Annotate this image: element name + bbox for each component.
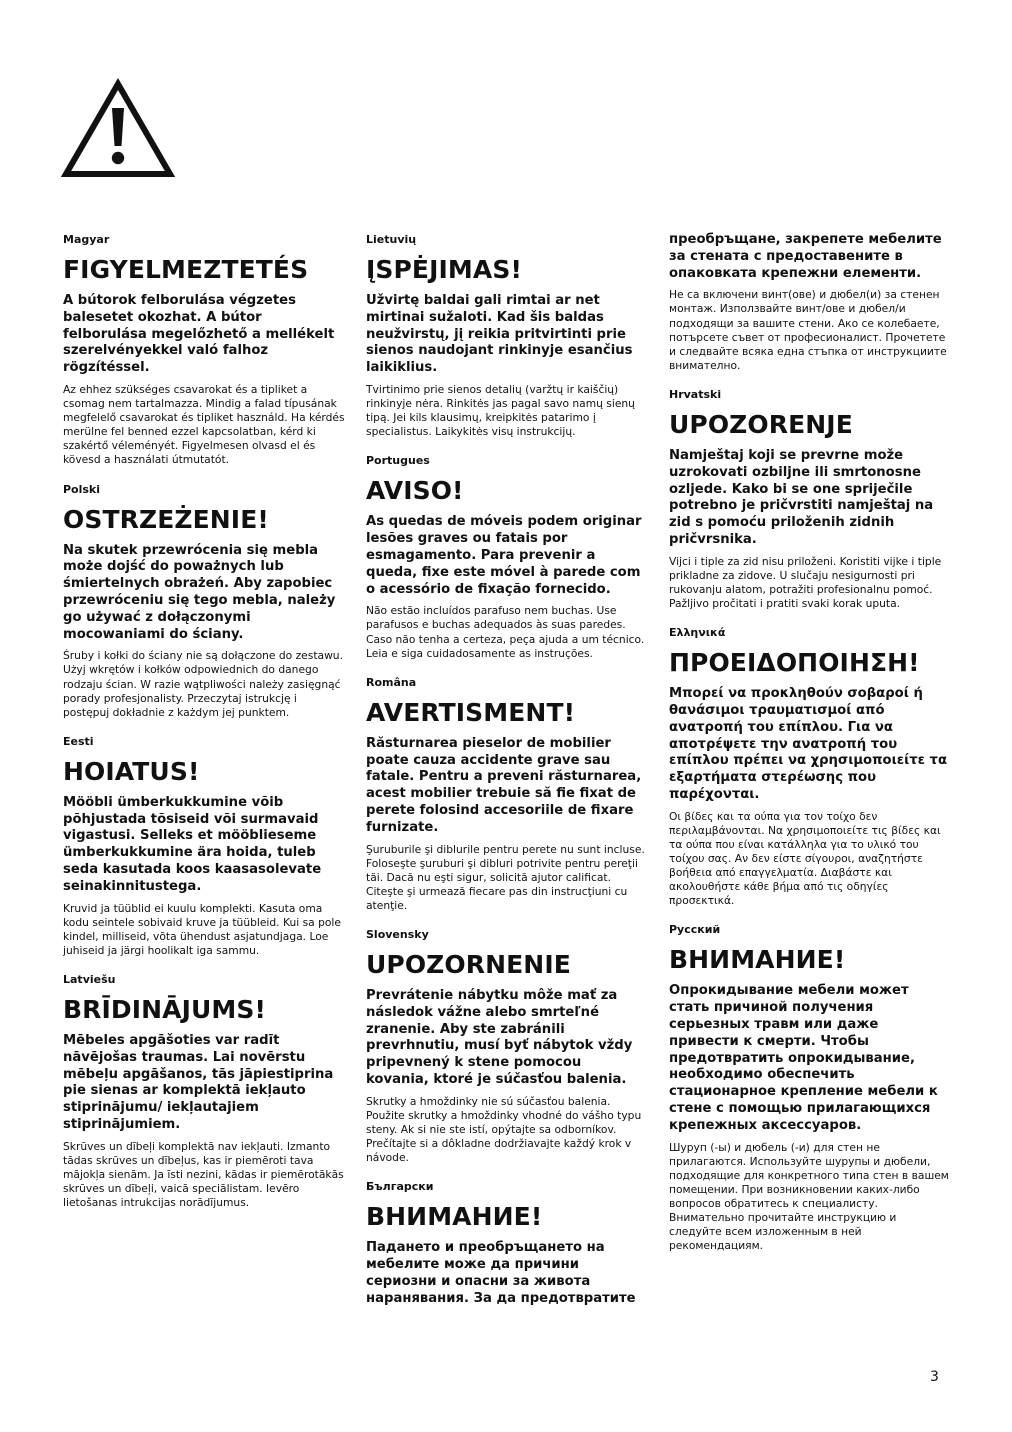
warning-section [669,922,951,1253]
warning-section [63,972,345,1210]
instruction-text: Skrutky a hmoždinky nie sú súčasťou balenia. Použite skrutky a hmoždinky vhodné do vášho typu steny. Ak si nie ste istí, opýtajte sa odborníkov. Prečítajte si a dôkladne dodržiavajte každý krok v návode. [366,1094,642,1165]
language-label: Български [366,1180,434,1194]
warning-statement: Prevrátenie nábytku môže mať za následok vážne alebo smrteľné zranenie. Aby ste zabránili prevrhnutiu, musí byť nábytok vždy pripevnený k stene pomocou kovania, ktoré je súčasťou balenia. [366,987,633,1087]
instruction-text: Şuruburile şi diblurile pentru perete nu sunt incluse. Foloseşte şuruburi şi dibluri potrivite pentru pereţii tăi. Dacă nu eşti sigur, solicită ajutor calificat. Citeşte şi urmează fiecare pas din instrucţiuni cu atenţie. [366,842,645,912]
language-label: Slovensky [366,927,429,941]
warning-statement: Răsturnarea pieselor de mobilier poate cauza accidente grave sau fatale. Pentru a preveni răsturnarea, acest mobilier trebuie să fie fixat de perete folosind accesoriile de fixare furnizate. [366,735,642,835]
warning-section [366,453,648,660]
warning-section [669,232,951,373]
instruction-text: Не са включени винт(ове) и дюбел(и) за стенен монтаж. Използвайте винт/ове и дюбел/и подходящи за вашите стени. Ако се колебаете, потърсете съвет от професионалист. Прочетете и следвайте всяка една стъпка от инструкциите внимателно. [669,288,947,372]
warning-section [366,1179,648,1307]
warning-heading: UPOZORENJE [669,409,853,439]
column-1 [63,232,345,1224]
warning-section [669,625,951,908]
warning-statement: преобръщане, закрепете мебелите за стената с предоставените в опаковката крепежни елементи. [669,232,942,281]
warning-statement: Užvirtę baldai gali rimtai ar net mirtinai sužaloti. Kad šis baldas neužvirstų, jį reikia pritvirtinti prie sienos naudojant rinkinyje esančius laikiklius. [366,293,633,376]
warning-heading: ΠΡΟΕΙΔΟΠΟΙΗΣΗ! [669,648,920,678]
warning-section [63,232,345,468]
warning-section [366,675,648,913]
warning-triangle-icon [60,78,176,180]
warning-statement: A bútorok felborulása végzetes balesetet okozhat. A bútor felborulása megelőzhető a mellékelt szerelvényekkel való falhoz rögzítéssel. [63,293,335,376]
column-2 [366,232,648,1313]
language-label: Magyar [63,233,110,246]
warning-heading: ВНИМАНИЕ! [366,1202,543,1232]
warning-statement: As quedas de móveis podem originar lesões graves ou fatais por esmagamento. Para prevenir a queda, fixe este móvel à parede com o acessório de fixação fornecido. [366,514,642,597]
instruction-text: Шуруп (-ы) и дюбель (-и) для стен не прилагаются. Используйте шурупы и дюбели, подходящие для конкретного типа стен в вашем помещении. При возникновении каких-либо вопросов обратитесь к специалисту. Внимательно прочитайте инструкцию и следуйте всем изложенным в ней рекомендациям. [669,1140,949,1253]
language-label: Eesti [63,734,94,748]
warning-heading: AVERTISMENT! [366,697,576,727]
warning-statement: Mööbli ümberkukkumine võib põhjustada tõsiseid või surmavaid vigastusi. Selleks et mööblieseme ümberkukkumine ära hoida, tuleb seda kasutada koos kaasasolevate seinakinnitustega. [63,794,322,894]
page-number: 3 [930,1369,939,1385]
warning-heading: OSTRZEŻENIE! [63,504,269,534]
warning-heading: ĮSPĖJIMAS! [366,255,522,284]
instruction-text: Tvirtinimo prie sienos detalių (varžtų ir kaiščių) rinkinyje nėra. Rinkitės jas pagal savo namų sienų tipą. Jei kils klausimų, kreipkitės patarimo į specialistus. Laikykitės visų instrukcijų. [366,382,635,439]
language-label: Latviešu [63,972,116,986]
warning-statement: Μπορεί να προκληθούν σοβαροί ή θανάσιμοι τραυματισμοί από ανατροπή του επίπλου. Για να αποτρέψετε την ανατροπή του επίπλου πρέπει να χρησιμοποιείτε τα εξαρτήματα στερέωσης που παρέχονται. [669,686,948,802]
warning-heading: UPOZORNENIE [366,949,571,979]
instruction-text: Śruby i kołki do ściany nie są dołączone do zestawu. Użyj wkrętów i kołków odpowiednich do danego rodzaju ścian. W razie wątpliwości należy zasięgnąć porady profesjonalisty. Przeczytaj istrukcję i postępuj dokładnie z każdym jej punktem. [63,649,343,719]
warning-section [366,927,648,1165]
column-3 [669,232,951,1267]
warning-heading: BRĪDINĀJUMS! [63,994,267,1024]
instruction-text: Οι βίδες και τα ούπα για τον τοίχο δεν περιλαμβάνονται. Να χρησιμοποιείτε τις βίδες και τα ούπα που είναι κατάλληλα για το υλικό του τοίχου σας. Αν δεν είστε σίγουροι, αναζητήστε βοήθεια από επαγγελματία. Διαβάστε και ακολουθήστε κάθε βήμα από τις οδηγίες προσεκτικά. [669,809,941,908]
warning-section [63,482,345,720]
warning-section [366,232,648,439]
warning-statement: Namještaj koji se prevrne može uzrokovati ozbiljne ili smrtonosne ozljede. Kako bi se one spriječile potrebno je pričvrstiti namještaj na zid s pomoću priloženih zidnih pričvrsnika. [669,447,934,547]
language-label: Русский [669,923,721,937]
instruction-text: Kruvid ja tüüblid ei kuulu komplekti. Kasuta oma kodu seintele sobivaid kruve ja tüübleid. Kui sa pole kindel, milliseid, võta ühendust asjatundjaga. Loe juhiseid ja järgi hoolikalt iga sammu. [63,901,341,957]
instruction-text: Skrūves un dībeļi komplektā nav iekļauti. Izmanto tādas skrūves un dībeļus, kas ir piemēroti tava mājokļa sienām. Ja īsti nezini, kādas ir piemērotākās skrūves un dībeļi, vaicā speciālistam. Ievēro lietošanas intrukcijas norādījumus. [63,1139,344,1210]
warning-heading: FIGYELMEZTETÉS [63,255,309,284]
warning-section [669,387,951,611]
warning-heading: HOIATUS! [63,756,200,786]
instruction-text: Não estão incluídos parafuso nem buchas. Use parafusos e buchas adequados às suas paredes. Caso não tenha a certeza, peça ajuda a um técnico. Leia e siga cuidadosamente as instruções. [366,604,645,660]
warning-section [63,734,345,958]
instruction-text: Az ehhez szükséges csavarokat és a tipliket a csomag nem tartalmazza. Mindig a falad típusának megfelelő csavarokat és tipliket használd. Ha kérdés merülne fel benned ezzel kapcsolatban, kérd ki szakértő véleményét. Figyelmesen olvasd el és kövesd a használati útmutatót. [63,382,345,467]
warning-heading: AVISO! [366,476,464,506]
language-label: Polski [63,482,101,496]
warning-statement: Опрокидывание мебели может стать причиной получения серьезных травм или даже привести к смерти. Чтобы предотвратить опрокидывание, необходимо обеспечить стационарное крепление мебели к стене с помощью прилагающихся крепежных аксессуаров. [669,983,938,1133]
instruction-text: Vijci i tiple za zid nisu priloženi. Koristiti vijke i tiple prikladne za zidove. U slučaju nesigurnosti pri rukovanju alatom, potražiti profesionalnu pomoć. Pažljivo pročitati i pratiti svaki korak uputa. [669,554,942,611]
language-label: Ελληνικά [669,626,726,640]
language-label: Lietuvių [366,233,417,246]
language-label: Portugues [366,454,430,468]
warning-statement: Na skutek przewrócenia się mebla może dojść do poważnych lub śmiertelnych obrażeń. Aby zapobiec przewróceniu się tego mebla, należy go używać z dołączonymi mocowaniami do ściany. [63,542,336,642]
warning-statement: Mēbeles apgāšoties var radīt nāvējošas traumas. Lai novērstu mēbeļu apgāšanos, tās jāpiestiprina pie sienas ar komplektā iekļauto stiprinājumu/ iekļautajiem stiprinājumiem. [63,1032,334,1132]
warning-statement: Падането и преобръщането на мебелите може да причини сериозни и опасни за живота наранявания. За да предотвратите [366,1240,636,1306]
language-label: Hrvatski [669,387,722,401]
warning-heading: ВНИМАНИЕ! [669,945,846,975]
language-label: Româna [366,675,417,689]
